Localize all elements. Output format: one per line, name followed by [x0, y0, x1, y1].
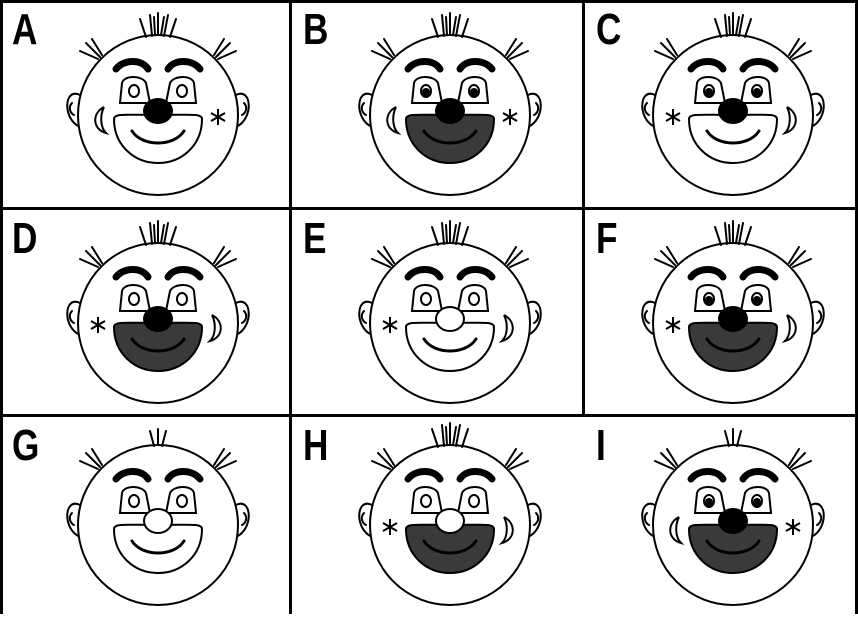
- right-ear-detail: [242, 103, 246, 115]
- right-ear-detail: [534, 311, 538, 323]
- panel-i: [584, 416, 858, 614]
- panel-label: H: [303, 421, 329, 470]
- left-ear-detail: [69, 513, 73, 525]
- left-pupil: [422, 88, 430, 96]
- nose: [719, 509, 747, 533]
- panel-e: [291, 209, 584, 416]
- left-ear-detail: [69, 103, 73, 115]
- left-ear-detail: [361, 103, 365, 115]
- left-ear-detail: [645, 103, 649, 115]
- clown-face-icon: [350, 417, 550, 617]
- right-ear-detail: [242, 513, 246, 525]
- nose: [436, 99, 464, 123]
- right-pupil: [753, 88, 761, 96]
- panel-d: [0, 209, 291, 416]
- panel-f: [584, 209, 858, 416]
- right-ear-detail: [817, 311, 821, 323]
- right-pupil: [470, 88, 478, 96]
- left-pupil: [705, 498, 713, 506]
- left-pupil: [705, 296, 713, 304]
- clown-face-icon: [350, 7, 550, 207]
- panel-label: F: [596, 214, 618, 263]
- clown-face-icon: [350, 215, 550, 415]
- left-ear-detail: [361, 513, 365, 525]
- left-ear-detail: [69, 311, 73, 323]
- panel-label: A: [12, 5, 38, 54]
- panel-label: I: [596, 421, 606, 470]
- right-ear-detail: [817, 103, 821, 115]
- clown-face-icon: [633, 417, 833, 617]
- left-pupil: [705, 88, 713, 96]
- nose: [144, 509, 172, 533]
- panel-label: D: [12, 214, 38, 263]
- right-ear-detail: [534, 103, 538, 115]
- panel-label: E: [303, 214, 327, 263]
- nose: [144, 307, 172, 331]
- nose: [144, 99, 172, 123]
- right-pupil: [753, 498, 761, 506]
- panel-b: [291, 0, 584, 209]
- panel-label: B: [303, 5, 329, 54]
- clown-face-icon: [58, 7, 258, 207]
- nose: [719, 99, 747, 123]
- left-ear-detail: [645, 311, 649, 323]
- right-ear-detail: [534, 513, 538, 525]
- panel-label: G: [12, 421, 40, 470]
- right-ear-detail: [817, 513, 821, 525]
- left-ear-detail: [361, 311, 365, 323]
- nose: [436, 509, 464, 533]
- clown-face-icon: [633, 7, 833, 207]
- right-ear-detail: [242, 311, 246, 323]
- nose: [436, 307, 464, 331]
- panel-c: [584, 0, 858, 209]
- panel-h: [291, 416, 584, 614]
- nose: [719, 307, 747, 331]
- left-ear-detail: [645, 513, 649, 525]
- panel-a: [0, 0, 291, 209]
- panel-g: [0, 416, 291, 614]
- clown-face-icon: [58, 417, 258, 617]
- panel-label: C: [596, 5, 622, 54]
- clown-face-icon: [58, 215, 258, 415]
- clown-face-icon: [633, 215, 833, 415]
- right-pupil: [753, 296, 761, 304]
